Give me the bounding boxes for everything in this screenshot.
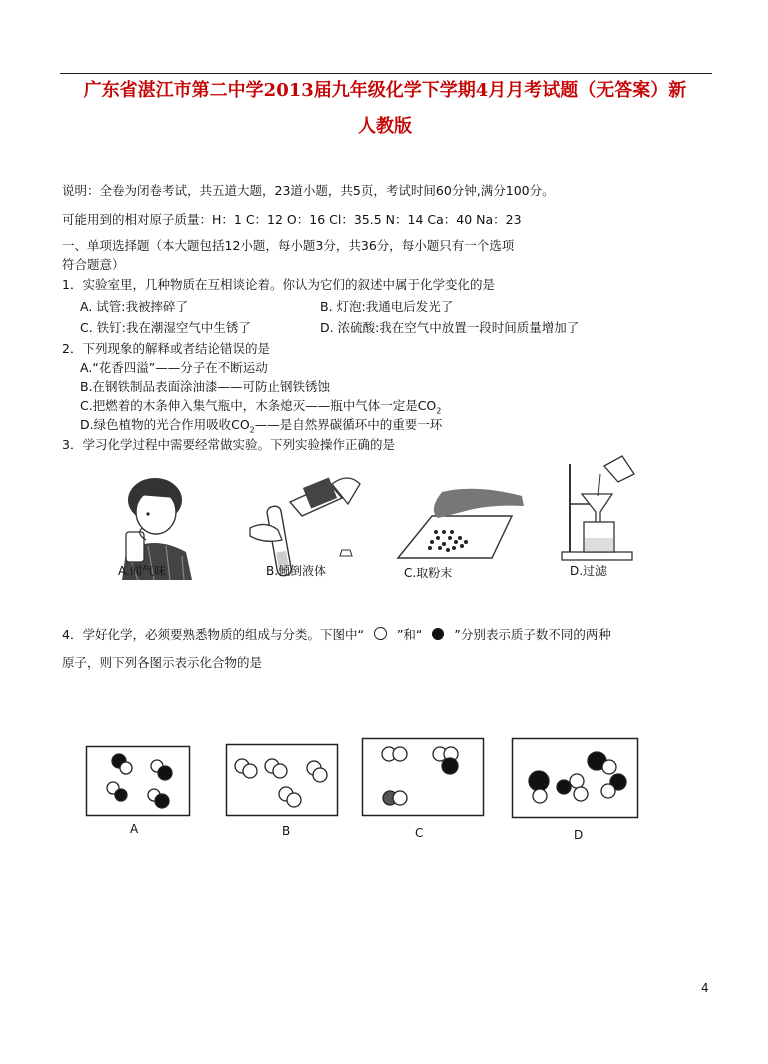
q3-option-c-label: C.取粉末 [404,566,453,580]
q4-stem-line1 [62,626,611,644]
section-heading-line2: 符合题意） [62,257,125,272]
q4-stem-start: 4．学好化学，必须要熟悉物质的组成与分类。下图中“ [62,627,364,642]
section-heading-line1: 一、单项选择题（本大题包括12小题，每小题3分，共36分，每小题只有一个选项 [62,238,515,253]
q2-option-a: A.“花香四溢”——分子在不断运动 [80,360,268,375]
q3-option-b-label: B.倾倒液体 [266,564,327,578]
page-number: 4 [701,981,709,995]
q4-stem-end: ”分别表示质子数不同的两种 [454,627,611,642]
instructions: 说明：全卷为闭卷考试，共五道大题，23道小题，共5页，考试时间60分钟,满分100分。 [62,183,555,198]
page-title-line2: 人教版 [358,116,412,137]
q1-stem: 1．实验室里，几种物质在互相谈论着。你认为它们的叙述中属于化学变化的是 [62,277,495,292]
q4-diagram-a [86,746,190,816]
q2-stem: 2．下列现象的解释或者结论错误的是 [62,341,270,356]
q1-option-d: D. 浓硫酸:我在空气中放置一段时间质量增加了 [320,320,580,335]
q4-label-d: D [574,828,584,842]
q4-diagram-c [362,738,484,816]
q3-option-a-label: A.闻气味 [118,564,166,578]
q4-diagram-b [226,744,338,816]
white-atom-icon [374,627,387,640]
page-title-line1: 广东省湛江市第二中学2013届九年级化学下学期4月月考试题（无答案）新 [83,80,687,101]
q2-option-d-text-end: ——是自然界碳循环中的重要一环 [254,417,443,432]
black-atom-icon [432,628,444,640]
q1-option-a: A. 试管:我被摔碎了 [80,299,188,314]
q4-stem-line2: 原子，则下列各图示表示化合物的是 [62,655,263,670]
q2-option-d-subscript: 2 [249,425,255,435]
q2-option-d-text: D.绿色植物的光合作用吸收CO [80,417,250,432]
q2-option-c-subscript: 2 [436,406,442,416]
q3-stem: 3．学习化学过程中需要经常做实验。下列实验操作正确的是 [62,437,395,452]
q4-label-a: A [130,822,139,836]
filtration-illustration [556,460,640,564]
q4-label-b: B [282,824,291,838]
q4-stem-mid: ”和“ [396,627,423,642]
header-rule [60,73,712,74]
q4-diagram-d [512,738,638,818]
q1-option-b: B. 灯泡:我通电后发光了 [320,299,454,314]
q4-label-c: C [415,826,424,840]
q1-option-c: C. 铁钉:我在潮湿空气中生锈了 [80,320,251,335]
atomic-masses: 可能用到的相对原子质量：H：1 C：12 O：16 Cl：35.5 N：14 Ca：40 Na：23 [62,212,522,227]
q2-option-c-text: C.把燃着的木条伸入集气瓶中，木条熄灭——瓶中气体一定是CO [80,398,437,413]
q3-option-d-label: D.过滤 [570,564,608,578]
q2-option-b: B.在钢铁制品表面涂油漆——可防止钢铁锈蚀 [80,379,331,394]
